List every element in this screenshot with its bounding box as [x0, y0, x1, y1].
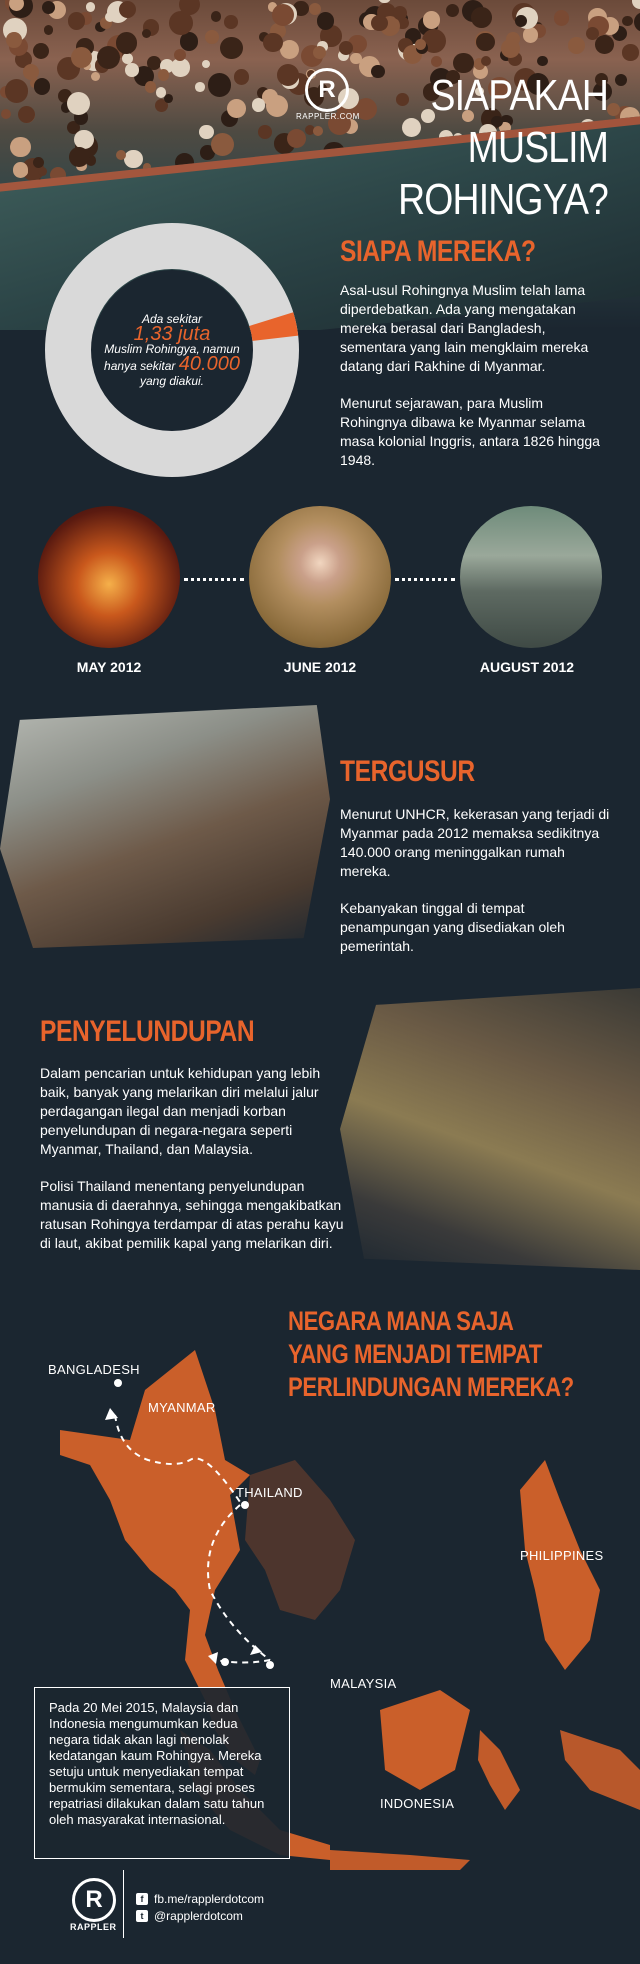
- crowd-figure: [220, 37, 242, 59]
- footer-rappler-logo-icon[interactable]: R: [72, 1878, 116, 1922]
- donut-line2: Muslim Rohingya, namun: [104, 341, 240, 356]
- crowd-figure: [171, 58, 189, 76]
- crowd-figure: [44, 25, 53, 34]
- crowd-figure: [67, 92, 90, 115]
- footer-rappler-text: RAPPLER: [70, 1922, 117, 1932]
- crowd-figure: [142, 29, 151, 38]
- timeline-connector-2: [395, 578, 455, 581]
- sulawesi-island: [478, 1730, 520, 1810]
- negara-heading-line2: YANG MENJADI TEMPAT: [288, 1339, 542, 1369]
- crowd-figure: [634, 12, 640, 33]
- crowd-figure: [1, 109, 12, 120]
- penyelundupan-paragraph-1: Dalam pencarian untuk kehidupan yang lebih baik, banyak yang melarikan diri melalui jalur perdagangan ilegal dan menjadi korban penyelundupan di negara-negara seperti Myanmar, Thailand, dan Malaysia.: [40, 1065, 321, 1157]
- crowd-figure: [69, 147, 89, 167]
- crowd-figure: [124, 150, 142, 168]
- facebook-icon: f: [136, 1893, 148, 1905]
- crowd-figure: [105, 12, 115, 22]
- crowd-figure: [199, 125, 214, 140]
- crowd-figure: [158, 69, 169, 80]
- siapa-paragraph-1: Asal-usul Rohingnya Muslim telah lama diperdebatkan. Ada yang mengatakan mereka berasal dari Bangladesh, sementara yang lain mengklaim mereka datang dari Rakhine di Myanmar.: [340, 282, 589, 374]
- crowd-figure: [23, 64, 39, 80]
- rappler-logo-icon[interactable]: R: [305, 68, 349, 112]
- crowd-figure: [211, 133, 234, 156]
- timeline-photo-june: [249, 506, 391, 648]
- crowd-figure: [195, 82, 204, 91]
- borneo-island: [380, 1690, 470, 1790]
- siapa-body: [340, 281, 612, 488]
- donut-line1: Ada sekitar: [141, 311, 203, 326]
- java-island: [330, 1850, 470, 1870]
- crowd-figure: [554, 10, 569, 25]
- map-label-bangladesh: BANGLADESH: [48, 1362, 140, 1377]
- map-label-malaysia: MALAYSIA: [330, 1676, 397, 1691]
- footer-divider: [123, 1870, 124, 1938]
- rappler-logo-text: RAPPLER.COM: [296, 112, 360, 121]
- crowd-figure: [431, 56, 442, 67]
- crowd-figure: [252, 98, 265, 111]
- timeline-photo-august: [460, 506, 602, 648]
- siapa-heading: SIAPA MEREKA?: [340, 235, 536, 268]
- timeline-label-august: AUGUST 2012: [479, 659, 575, 675]
- negara-heading: [288, 1305, 583, 1404]
- crowd-figure: [97, 46, 120, 69]
- crowd-figure: [180, 32, 199, 51]
- donut-population-value: 1,33 juta: [133, 322, 211, 345]
- crowd-figure: [71, 47, 92, 68]
- map-marker-sumatra: [221, 1658, 229, 1666]
- crowd-figure: [224, 15, 238, 29]
- tergusur-body: [340, 805, 612, 974]
- crowd-figure: [622, 16, 632, 26]
- crowd-figure: [91, 72, 100, 81]
- crowd-figure: [38, 167, 47, 176]
- crowd-figure: [523, 27, 539, 43]
- timeline-connector-1: [184, 578, 244, 581]
- crowd-figure: [156, 87, 166, 97]
- crowd-figure: [476, 33, 494, 51]
- penyelundupan-heading: PENYELUNDUPAN: [40, 1015, 255, 1048]
- route-arrowhead-bangladesh: [105, 1408, 118, 1420]
- crowd-figure: [122, 53, 133, 64]
- twitter-link[interactable]: [136, 1909, 243, 1923]
- map-marker-bangladesh: [114, 1379, 122, 1387]
- crowd-figure: [595, 35, 614, 54]
- tergusur-paragraph-2: Kebanyakan tinggal di tempat penampungan yang disediakan oleh pemerintah.: [340, 900, 565, 954]
- crowd-figure: [116, 32, 137, 53]
- crowd-figure: [10, 137, 31, 158]
- crowd-figure: [86, 2, 96, 12]
- donut-line3: hanya sekitar: [104, 358, 176, 373]
- crowd-figure: [258, 125, 272, 139]
- crowd-figure: [34, 78, 51, 95]
- map-marker-malaysia: [266, 1661, 274, 1669]
- page-title: [321, 70, 608, 226]
- refugees-boat-photo: [340, 988, 640, 1270]
- twitter-handle: @rapplerdotcom: [154, 1909, 243, 1923]
- map-label-indonesia: INDONESIA: [380, 1796, 455, 1811]
- penyelundupan-paragraph-2: Polisi Thailand menentang penyelundupan manusia di daerahnya, sehingga mengakibatkan ratusan Rohingya terdampar di atas perahu kayu di laut, akibat pemilik kapal yang melarikan diri.: [40, 1178, 344, 1251]
- crowd-figure: [116, 150, 126, 160]
- crowd-figure: [119, 1, 136, 18]
- penyelundupan-body: [40, 1064, 350, 1271]
- crowd-figure: [33, 43, 49, 59]
- title-line1: SIAPAKAH: [430, 71, 608, 120]
- crowd-figure: [615, 74, 627, 86]
- crowd-figure: [6, 32, 22, 48]
- crowd-figure: [227, 99, 246, 118]
- crowd-figure: [211, 11, 221, 21]
- papua-island: [560, 1730, 640, 1810]
- twitter-icon: t: [136, 1910, 148, 1922]
- donut-caption: [42, 220, 302, 480]
- crowd-figure: [317, 12, 335, 30]
- crowd-figure: [607, 103, 620, 116]
- title-line2: MUSLIM ROHINGYA?: [398, 123, 608, 224]
- crowd-figure: [423, 11, 441, 29]
- siapa-paragraph-2: Menurut sejarawan, para Muslim Rohingnya dibawa ke Myanmar selama masa kolonial Inggris, antara 1826 hingga 1948.: [340, 395, 600, 468]
- timeline-label-june: JUNE 2012: [283, 659, 357, 675]
- map-marker-thailand: [241, 1501, 249, 1509]
- crowd-figure: [272, 4, 294, 26]
- crowd-figure: [537, 56, 548, 67]
- crowd-figure: [622, 44, 638, 60]
- crowd-figure: [145, 81, 157, 93]
- crowd-figure: [5, 79, 28, 102]
- crowd-figure: [471, 7, 492, 28]
- crowd-figure: [208, 73, 231, 96]
- crowd-figure: [205, 30, 219, 44]
- crowd-figure: [68, 12, 86, 30]
- crowd-figure: [309, 3, 321, 15]
- crowd-figure: [287, 129, 306, 148]
- crowd-figure: [202, 60, 210, 68]
- crowd-figure: [313, 46, 326, 59]
- facebook-link[interactable]: [136, 1892, 264, 1906]
- map-label-myanmar: MYANMAR: [148, 1400, 216, 1415]
- crowd-figure: [125, 63, 139, 77]
- crowd-figure: [446, 4, 459, 17]
- crowd-figure: [339, 41, 353, 55]
- crowd-figure: [277, 64, 299, 86]
- crowd-figure: [481, 56, 491, 66]
- donut-recognized-value: 40.000: [178, 352, 240, 375]
- map-label-philippines: PHILIPPINES: [520, 1548, 604, 1563]
- negara-heading-line3: PERLINDUNGAN MEREKA?: [288, 1372, 574, 1402]
- crowd-figure: [632, 0, 640, 9]
- tergusur-paragraph-1: Menurut UNHCR, kekerasan yang terjadi di Myanmar pada 2012 memaksa sedikitnya 140.000 orang meninggalkan rumah mereka.: [340, 806, 610, 879]
- philippines-islands: [520, 1460, 600, 1670]
- negara-heading-line1: NEGARA MANA SAJA: [288, 1306, 514, 1336]
- timeline-photo-may: [38, 506, 180, 648]
- tergusur-heading: TERGUSUR: [340, 755, 475, 788]
- camp-photo: [0, 700, 330, 948]
- indochina-region: [245, 1460, 355, 1620]
- crowd-figure: [371, 15, 387, 31]
- donut-line4: yang diakui.: [139, 373, 205, 388]
- map-label-thailand: THAILAND: [236, 1485, 303, 1500]
- crowd-figure: [13, 162, 28, 177]
- crowd-figure: [234, 69, 250, 85]
- timeline-label-may: MAY 2012: [76, 659, 142, 675]
- crowd-figure: [18, 106, 36, 124]
- crowd-figure: [568, 37, 585, 54]
- facebook-handle: fb.me/rapplerdotcom: [154, 1892, 265, 1906]
- crowd-figure: [164, 94, 173, 103]
- asylum-announcement-box: Pada 20 Mei 2015, Malaysia dan Indonesia mengumumkan kedua negara tidak akan lagi menolak kedatangan kaum Rohingya. Mereka setuju untuk menyediakan tempat bermukim sementara, selagi proses repatriasi dilakukan dalam satu tahun oleh masyarakat internasional.: [34, 1687, 290, 1859]
